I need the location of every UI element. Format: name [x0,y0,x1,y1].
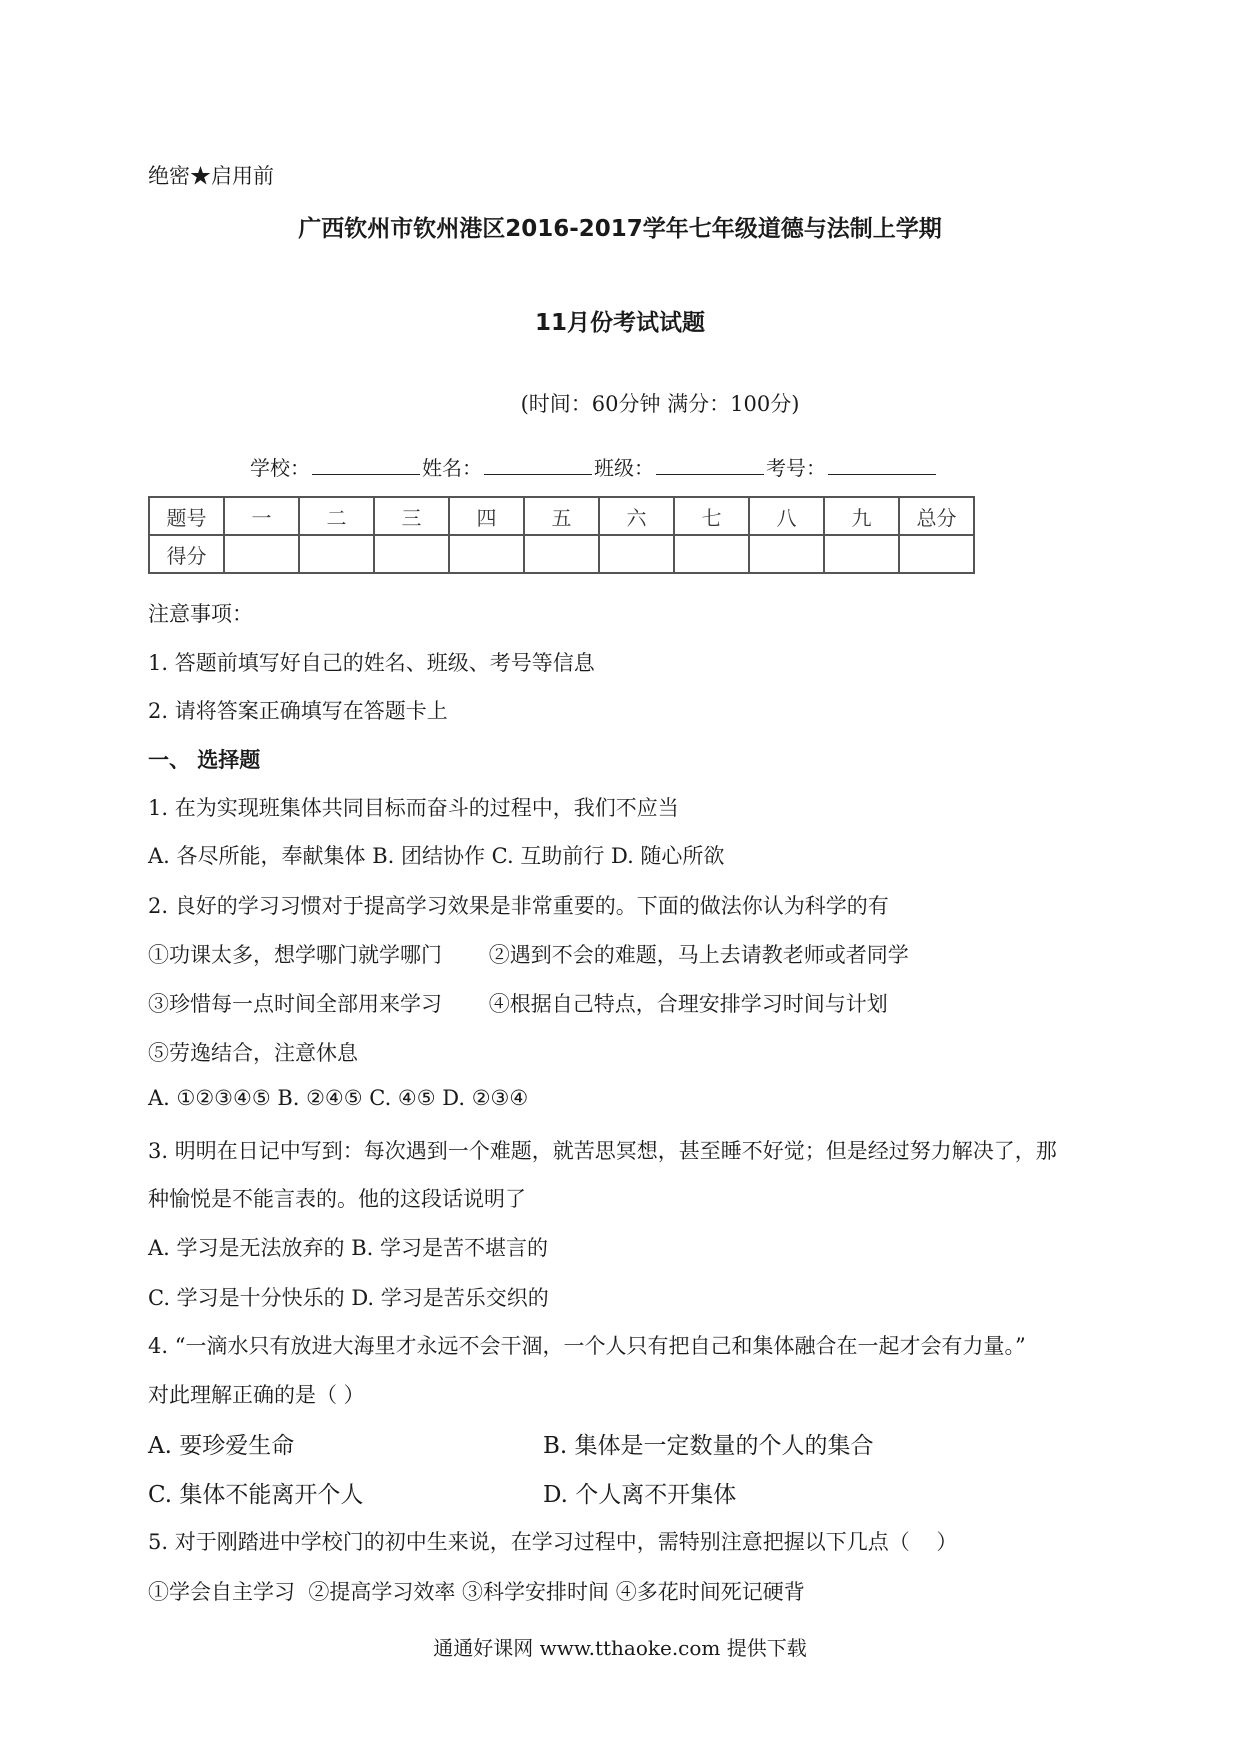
q5-stem: 5. 对于刚踏进中学校门的初中生来说，在学习过程中，需特别注意把握以下几点（ ） [148,1530,958,1554]
q2-line-3: ⑤劳逸结合，注意休息 [148,1041,358,1065]
score-cell[interactable] [449,535,524,573]
table-cell: 三 [374,497,449,535]
table-cell: 一 [224,497,299,535]
student-info-line [250,452,938,481]
score-table-score-row [149,535,974,573]
table-cell: 六 [599,497,674,535]
class-label: 班级： [594,456,654,480]
q4-option-c: C. 集体不能离开个人 [148,1482,364,1508]
q4-options-row-2 [148,1476,736,1509]
school-field[interactable] [312,456,420,475]
notes-heading: 注意事项： [148,602,253,626]
score-table [148,496,975,574]
page-title: 广西钦州市钦州港区2016-2017学年七年级道德与法制上学期 [298,216,942,242]
q1-options: A. 各尽所能，奉献集体 B. 团结协作 C. 互助前行 D. 随心所欲 [148,844,725,868]
q4-stem-1: 4. “一滴水只有放进大海里才永远不会干涸，一个人只有把自己和集体融合在一起才会有力量。” [148,1334,1026,1358]
time-info: (时间：60分钟 满分：100分) [520,392,800,416]
score-cell[interactable] [374,535,449,573]
school-label: 学校： [250,456,310,480]
name-field[interactable] [484,456,592,475]
q2-options: A. ①②③④⑤ B. ②④⑤ C. ④⑤ D. ②③④ [148,1086,529,1110]
exam-no-label: 考号： [766,456,826,480]
q3-stem-2: 种愉悦是不能言表的。他的这段话说明了 [148,1187,526,1211]
score-cell[interactable] [824,535,899,573]
q4-option-a: A. 要珍爱生命 [148,1433,295,1459]
table-cell: 五 [524,497,599,535]
score-cell[interactable] [899,535,974,573]
q3-options-2: C. 学习是十分快乐的 D. 学习是苦乐交织的 [148,1286,549,1310]
table-cell: 题号 [149,497,224,535]
score-cell[interactable] [749,535,824,573]
notes-item-2: 2. 请将答案正确填写在答题卡上 [148,699,448,723]
exam-no-field[interactable] [828,456,936,475]
q4-options-row-1 [148,1427,874,1460]
name-label: 姓名： [422,456,482,480]
table-cell: 九 [824,497,899,535]
section-heading: 一、 选择题 [148,748,261,772]
q4-stem-2: 对此理解正确的是（ ） [148,1383,365,1407]
q1-stem: 1. 在为实现班集体共同目标而奋斗的过程中，我们不应当 [148,796,679,820]
score-table-header-row [149,497,974,535]
table-cell: 七 [674,497,749,535]
page-subtitle: 11月份考试试题 [534,310,705,336]
q4-option-b: B. 集体是一定数量的个人的集合 [543,1433,874,1459]
q4-option-d: D. 个人离不开集体 [543,1482,737,1508]
footer-text: 通通好课网 www.tthaoke.com 提供下载 [433,1636,807,1660]
score-cell[interactable] [599,535,674,573]
q2-stem: 2. 良好的学习习惯对于提高学习效果是非常重要的。下面的做法你认为科学的有 [148,894,889,918]
score-cell[interactable] [524,535,599,573]
table-cell: 八 [749,497,824,535]
class-field[interactable] [656,456,764,475]
q3-options-1: A. 学习是无法放弃的 B. 学习是苦不堪言的 [148,1236,548,1260]
q3-stem-1: 3. 明明在日记中写到：每次遇到一个难题，就苦思冥想，甚至睡不好觉；但是经过努力解决了，那 [148,1139,1057,1163]
table-cell: 得分 [149,535,224,573]
secret-label: 绝密★启用前 [148,164,274,188]
score-cell[interactable] [224,535,299,573]
notes-item-1: 1. 答题前填写好自己的姓名、班级、考号等信息 [148,651,595,675]
table-cell: 二 [299,497,374,535]
score-cell[interactable] [674,535,749,573]
score-cell[interactable] [299,535,374,573]
q5-line-1: ①学会自主学习 ②提高学习效率 ③科学安排时间 ④多花时间死记硬背 [148,1580,805,1604]
table-cell: 四 [449,497,524,535]
q2-line-2: ③珍惜每一点时间全部用来学习 ④根据自己特点，合理安排学习时间与计划 [148,992,888,1016]
q2-line-1: ①功课太多，想学哪门就学哪门 ②遇到不会的难题，马上去请教老师或者同学 [148,943,909,967]
table-cell: 总分 [899,497,974,535]
